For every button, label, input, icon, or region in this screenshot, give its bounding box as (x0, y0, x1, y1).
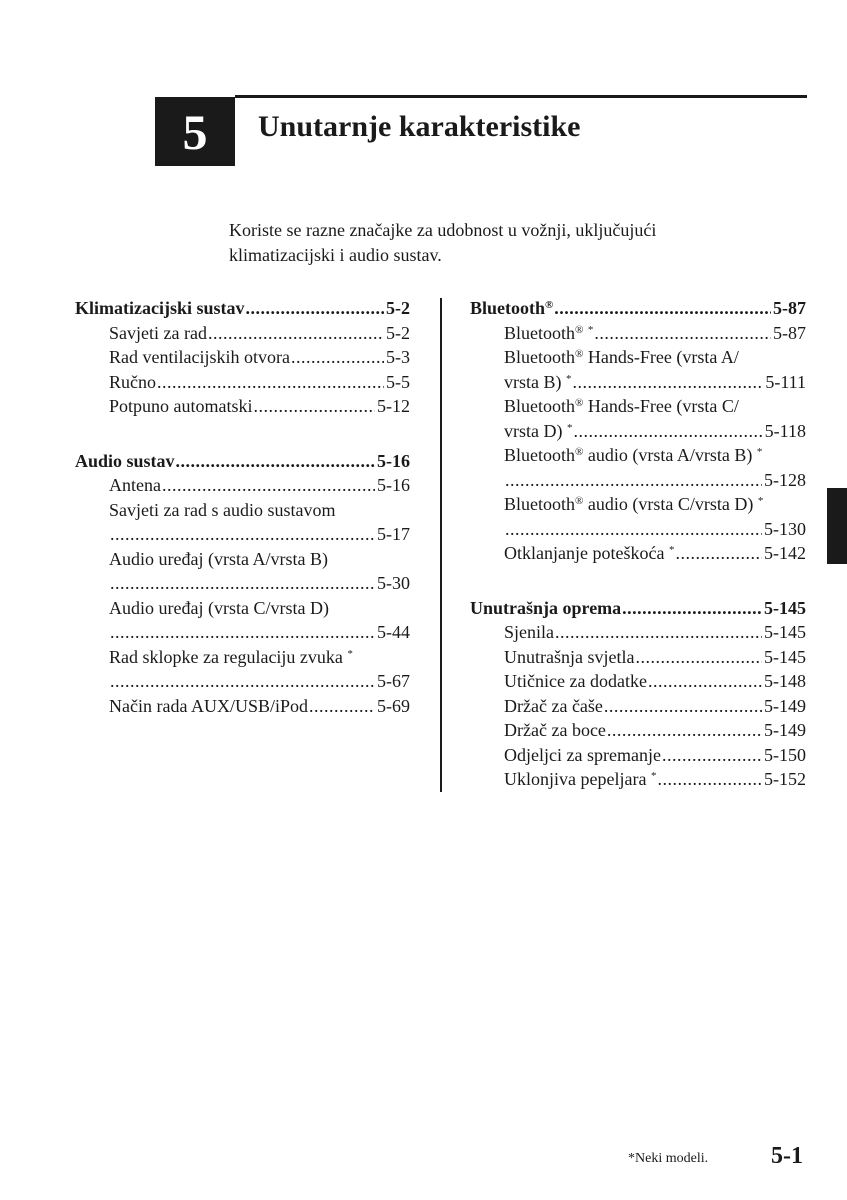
toc-item[interactable] (75, 473, 410, 498)
toc-item-text: Otklanjanje poteškoća (504, 543, 669, 563)
toc-item-label: Audio uređaj (vrsta C/vrsta D) (109, 597, 329, 618)
leader-dots (504, 517, 762, 542)
toc-heading-text: Bluetooth (470, 298, 546, 318)
toc-heading[interactable] (75, 449, 410, 474)
leader-dots (572, 419, 762, 444)
toc-page: 5-145 (764, 597, 806, 618)
toc-page: 5-149 (764, 720, 806, 740)
toc-item-label (504, 321, 593, 346)
toc-page: 5-142 (764, 543, 806, 563)
asterisk-mark: * (668, 544, 675, 556)
toc-item-label: Unutrašnja svjetla (504, 646, 635, 667)
toc-item-label: Savjeti za rad (109, 322, 207, 343)
toc-item-continuation[interactable] (75, 571, 410, 596)
toc-item[interactable] (470, 345, 806, 370)
asterisk-mark: * (650, 770, 657, 782)
chapter-title: Unutarnje karakteristike (258, 110, 581, 143)
toc-item-text: Hands-Free (vrsta A/ (583, 347, 739, 367)
toc-item[interactable] (75, 394, 410, 419)
toc-heading[interactable] (470, 596, 806, 621)
toc-page: 5-16 (377, 475, 410, 495)
toc-item[interactable] (75, 345, 410, 370)
toc-page: 5-128 (764, 469, 806, 490)
toc-item[interactable] (470, 321, 806, 346)
toc-page: 5-16 (377, 450, 410, 471)
toc-item[interactable] (470, 394, 806, 419)
toc-page: 5-12 (377, 396, 410, 416)
leader-dots (553, 296, 771, 321)
toc-heading-label (470, 296, 553, 321)
toc-section-bluetooth (470, 296, 806, 566)
toc-page: 5-69 (377, 695, 410, 716)
toc-item-label (504, 443, 762, 468)
toc-heading[interactable] (470, 296, 806, 321)
leader-dots (554, 620, 762, 645)
toc-page: 5-145 (764, 622, 806, 642)
toc-page: 5-2 (386, 322, 410, 343)
toc-item-text: vrsta B) (504, 371, 566, 392)
toc-item-continuation[interactable] (75, 522, 410, 547)
leader-dots (606, 718, 762, 743)
toc-item-label (504, 492, 763, 517)
toc-item[interactable] (470, 645, 806, 670)
toc-item-label (109, 645, 353, 670)
toc-item-text: Bluetooth (504, 347, 575, 367)
leader-dots (109, 669, 375, 694)
toc-section-audio (75, 449, 410, 719)
toc-item-label (504, 541, 674, 566)
toc-item-label: Rad ventilacijskih otvora (109, 347, 290, 367)
asterisk-mark: * (756, 446, 763, 458)
toc-page: 5-150 (764, 744, 806, 765)
registered-mark: ® (575, 446, 584, 458)
toc-item[interactable] (470, 694, 806, 719)
toc-heading-label: Audio sustav (75, 450, 175, 471)
toc-item[interactable] (470, 767, 806, 792)
leader-dots (109, 571, 375, 596)
toc-item-label: Utičnice za dodatke (504, 671, 647, 691)
leader-dots (175, 449, 375, 474)
registered-mark: ® (575, 397, 584, 409)
toc-item-label: Odjeljci za spremanje (504, 744, 661, 765)
asterisk-mark: * (587, 323, 594, 336)
asterisk-mark: * (347, 647, 353, 660)
toc-item[interactable] (470, 443, 806, 468)
intro-paragraph (229, 218, 789, 268)
toc-item[interactable] (75, 547, 410, 572)
toc-heading-label: Unutrašnja oprema (470, 597, 622, 618)
registered-mark: ® (575, 323, 584, 336)
toc-item-label: Audio uređaj (vrsta A/vrsta B) (109, 548, 328, 569)
toc-section-klimatizacija (75, 296, 410, 419)
toc-item-continuation[interactable] (75, 620, 410, 645)
toc-page: 5-17 (377, 524, 410, 544)
toc-item[interactable] (75, 498, 410, 523)
leader-dots (504, 468, 762, 493)
leader-dots (156, 370, 384, 395)
toc-item-label: Način rada AUX/USB/iPod (109, 695, 308, 716)
toc-item-text: audio (vrsta C/vrsta D) (583, 494, 758, 514)
chapter-number: 5 (182, 103, 208, 160)
toc-item-text: Rad sklopke za regulaciju zvuka (109, 646, 343, 667)
leader-dots (621, 596, 762, 621)
toc-item[interactable] (470, 541, 806, 566)
toc-page: 5-145 (764, 646, 806, 667)
toc-page: 5-30 (377, 573, 410, 593)
leader-dots (207, 321, 384, 346)
toc-item-continuation[interactable] (470, 419, 806, 444)
toc-page: 5-149 (764, 695, 806, 716)
toc-item-text: Bluetooth (504, 445, 575, 465)
toc-page: 5-44 (377, 622, 410, 642)
toc-item-text: audio (vrsta A/vrsta B) (583, 445, 757, 465)
asterisk-mark: * (566, 421, 573, 434)
toc-page: 5-152 (764, 769, 806, 789)
toc-item[interactable] (470, 669, 806, 694)
toc-page: 5-5 (386, 371, 410, 392)
toc-page: 5-130 (764, 518, 806, 539)
leader-dots (109, 522, 375, 547)
toc-item-label: Držač za čaše (504, 695, 603, 716)
toc-item-text: vrsta D) (504, 420, 567, 441)
asterisk-mark: * (566, 372, 572, 385)
toc-item-label (504, 394, 739, 419)
footnote: *Neki modeli. (628, 1151, 709, 1166)
toc-item[interactable] (470, 492, 806, 517)
toc-item-label: Sjenila (504, 622, 554, 642)
leader-dots (245, 296, 385, 321)
toc-item-continuation[interactable] (470, 517, 806, 542)
toc-item-label: Ručno (109, 371, 156, 392)
leader-dots (572, 370, 764, 395)
leader-dots (161, 473, 375, 498)
toc-item-text: Hands-Free (vrsta C/ (583, 396, 739, 416)
registered-mark: ® (545, 299, 554, 311)
toc-item-label: Potpuno automatski (109, 396, 253, 416)
toc-right-column (470, 296, 806, 822)
toc-item-label (504, 419, 572, 444)
page-number: 5-1 (771, 1143, 803, 1169)
toc-item-text: Bluetooth (504, 494, 575, 514)
chapter-side-tab (827, 488, 847, 564)
toc-page: 5-87 (773, 298, 806, 318)
toc-item[interactable] (75, 596, 410, 621)
toc-item[interactable] (75, 321, 410, 346)
leader-dots (647, 669, 762, 694)
leader-dots (308, 694, 375, 719)
toc-item-continuation[interactable] (470, 468, 806, 493)
leader-dots (253, 394, 376, 419)
toc-item[interactable] (470, 743, 806, 768)
leader-dots (593, 321, 771, 346)
toc-item-continuation[interactable] (470, 370, 806, 395)
leader-dots (674, 541, 762, 566)
toc-item[interactable] (75, 370, 410, 395)
toc-left-column (75, 296, 410, 748)
toc-item[interactable] (470, 620, 806, 645)
toc-page: 5-67 (377, 671, 410, 691)
registered-mark: ® (575, 495, 584, 507)
leader-dots (603, 694, 762, 719)
toc-page: 5-118 (764, 420, 806, 441)
toc-page: 5-148 (764, 671, 806, 691)
leader-dots (290, 345, 384, 370)
toc-page: 5-3 (386, 347, 410, 367)
toc-item-label: Antena (109, 475, 161, 495)
asterisk-mark: * (757, 495, 764, 507)
toc-item-label (504, 370, 572, 395)
toc-page: 5-2 (386, 298, 410, 318)
toc-item-text: Bluetooth (504, 322, 575, 343)
intro-line: klimatizacijski i audio sustav. (229, 245, 442, 265)
title-rule (235, 95, 807, 98)
leader-dots (661, 743, 762, 768)
chapter-number-box (155, 97, 235, 166)
registered-mark: ® (575, 348, 584, 360)
toc-page: 5-111 (765, 371, 806, 392)
toc-item-text: Bluetooth (504, 396, 575, 416)
leader-dots (656, 767, 762, 792)
toc-item[interactable] (470, 718, 806, 743)
toc-item-label (504, 345, 739, 370)
toc-heading-label: Klimatizacijski sustav (75, 298, 245, 318)
leader-dots (109, 620, 375, 645)
toc-page: 5-87 (773, 322, 806, 343)
toc-item-text: Uklonjiva pepeljara (504, 769, 651, 789)
intro-line: Koriste se razne značajke za udobnost u vožnji, uključujući (229, 220, 657, 240)
toc-item-label: Držač za boce (504, 720, 606, 740)
column-divider (440, 298, 442, 792)
toc-section-oprema (470, 596, 806, 792)
toc-item[interactable] (75, 694, 410, 719)
toc-item[interactable] (75, 645, 410, 670)
toc-item-continuation[interactable] (75, 669, 410, 694)
toc-heading[interactable] (75, 296, 410, 321)
toc-item-label: Savjeti za rad s audio sustavom (109, 499, 336, 520)
leader-dots (634, 645, 762, 670)
toc-item-label (504, 767, 656, 792)
